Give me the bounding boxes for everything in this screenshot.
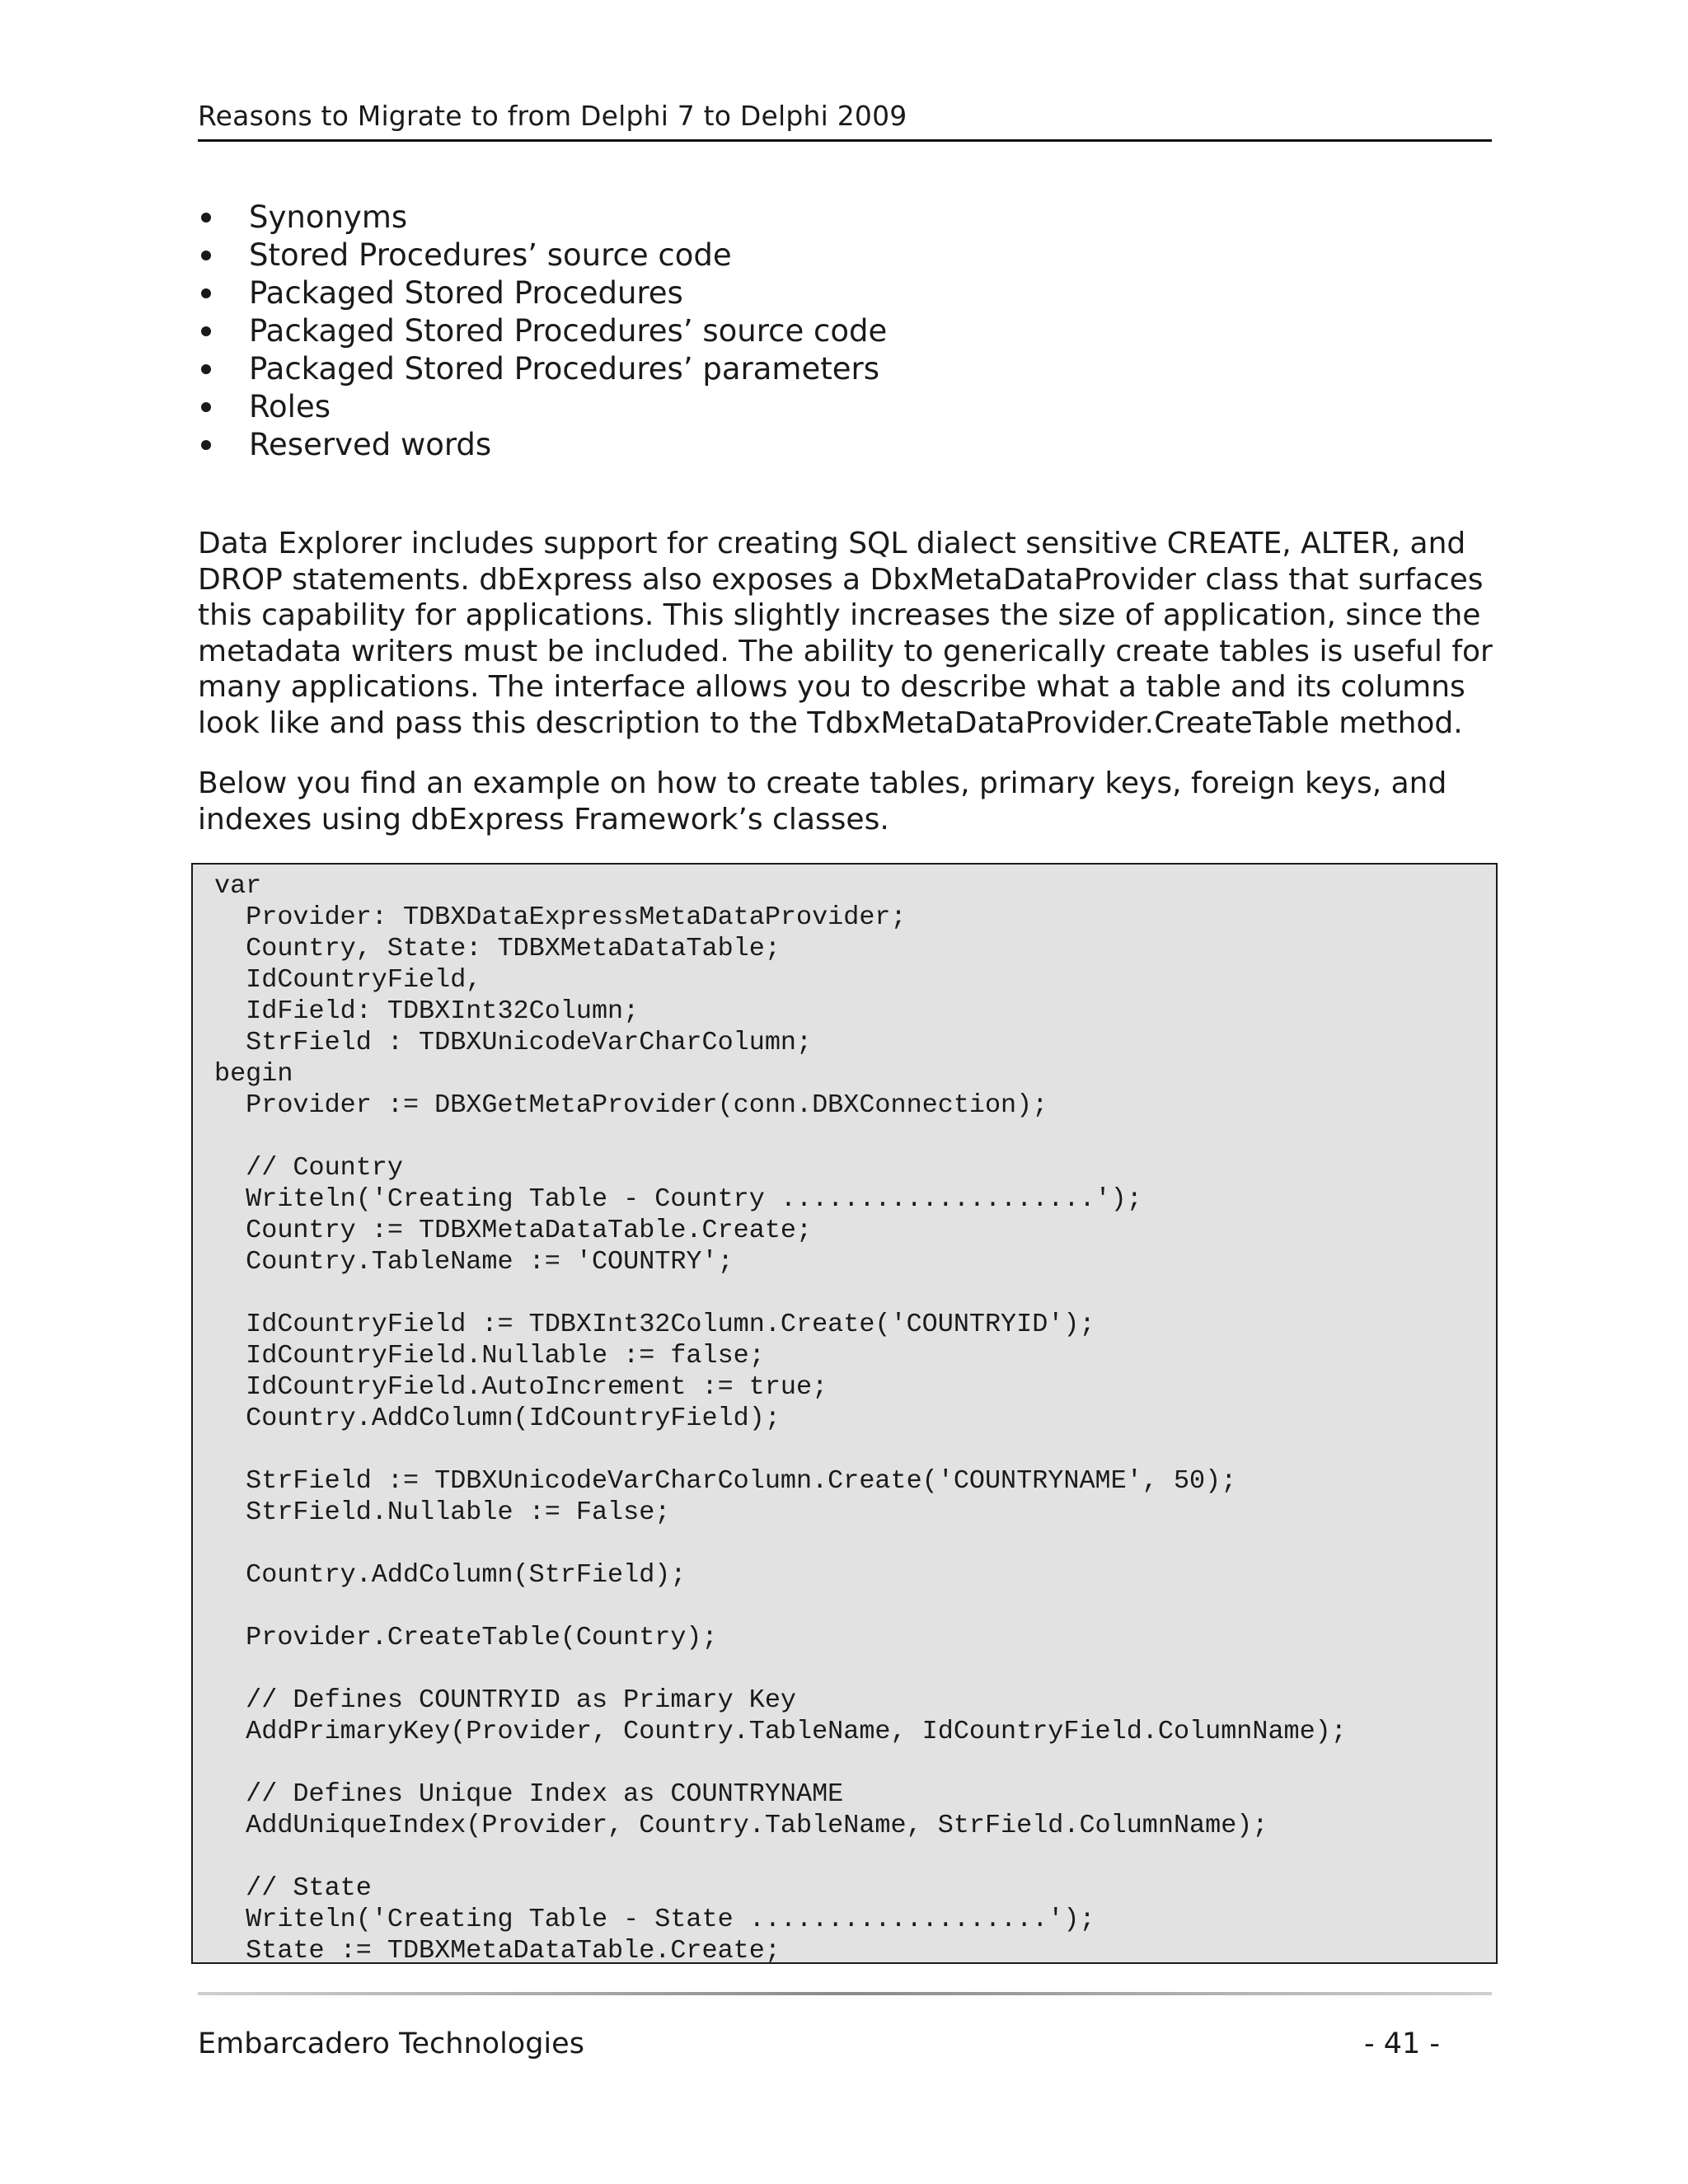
bullet-item	[198, 199, 887, 237]
bullet-text: Packaged Stored Procedures	[249, 275, 683, 311]
code-line	[214, 1653, 1496, 1685]
code-line: begin	[214, 1059, 293, 1089]
bullet-item	[198, 237, 887, 274]
bullet-icon	[201, 440, 211, 450]
code-line: State := TDBXMetaDataTable.Create;	[214, 1936, 781, 1964]
bullet-text: Packaged Stored Procedures’ parameters	[249, 351, 879, 387]
footer-divider	[198, 1992, 1492, 1995]
code-line: Provider: TDBXDataExpressMetaDataProvider;	[214, 902, 907, 932]
body-paragraph-data-explorer: Data Explorer includes support for creating SQL dialect sensitive CREATE, ALTER, and DROP statements. dbExpress also exposes a DbxMetaDataProvider class that surfaces this capability for applications. This slightly increases the size of application, since the metadata writers must be included. The ability to generically create tables is useful for many applications. The interface allows you to describe what a table and its columns look like and pass this description to the TdbxMetaDataProvider.CreateTable method.	[198, 527, 1493, 740]
page-number: - 41 -	[1364, 2027, 1441, 2060]
bullet-icon	[201, 402, 211, 412]
code-line: IdField: TDBXInt32Column;	[214, 996, 640, 1026]
code-line: Writeln('Creating Table - State ...................');	[214, 1905, 1095, 1934]
bullet-item	[198, 274, 887, 312]
body-paragraph-example-intro: Below you find an example on how to create tables, primary keys, foreign keys, and indexes using dbExpress Framework’s classes.	[198, 766, 1447, 837]
code-line: StrField.Nullable := False;	[214, 1497, 671, 1527]
bullet-text: Roles	[249, 389, 331, 424]
code-line: Country, State: TDBXMetaDataTable;	[214, 934, 781, 963]
code-line: IdCountryField := TDBXInt32Column.Create('COUNTRYID');	[214, 1310, 1095, 1339]
code-line: // Defines COUNTRYID as Primary Key	[214, 1685, 797, 1715]
bullet-text: Synonyms	[249, 199, 408, 235]
bullet-icon	[201, 288, 211, 298]
code-line	[214, 1747, 1496, 1779]
page-header	[198, 96, 1492, 142]
code-line	[214, 1841, 1496, 1872]
code-line: // State	[214, 1873, 372, 1903]
code-line	[214, 1277, 1496, 1309]
bullet-icon	[201, 326, 211, 336]
footer-company: Embarcadero Technologies	[198, 2027, 584, 2060]
code-line: IdCountryField,	[214, 965, 482, 995]
feature-bullet-list	[198, 199, 887, 464]
bullet-item	[198, 350, 887, 388]
bullet-item	[198, 388, 887, 426]
code-line: Writeln('Creating Table - Country ....................');	[214, 1184, 1142, 1214]
code-line: // Country	[214, 1153, 403, 1183]
bullet-item	[198, 426, 887, 464]
code-line	[214, 1528, 1496, 1559]
code-line: Provider.CreateTable(Country);	[214, 1623, 718, 1652]
code-line: StrField := TDBXUnicodeVarCharColumn.Create('COUNTRYNAME', 50);	[214, 1466, 1237, 1496]
code-line	[214, 1434, 1496, 1465]
bullet-text: Reserved words	[249, 427, 492, 462]
document-title: Reasons to Migrate to from Delphi 7 to Delphi 2009	[198, 100, 907, 132]
bullet-icon	[201, 364, 211, 374]
code-line: // Defines Unique Index as COUNTRYNAME	[214, 1779, 844, 1809]
code-line: AddPrimaryKey(Provider, Country.TableName, IdCountryField.ColumnName);	[214, 1717, 1347, 1746]
code-line: IdCountryField.AutoIncrement := true;	[214, 1372, 828, 1402]
code-line: Country.AddColumn(StrField);	[214, 1560, 687, 1590]
code-line: var	[214, 871, 262, 901]
code-listing	[191, 863, 1498, 1964]
bullet-icon	[201, 251, 211, 260]
bullet-text: Stored Procedures’ source code	[249, 237, 732, 273]
code-line	[214, 1591, 1496, 1622]
code-line: StrField : TDBXUnicodeVarCharColumn;	[214, 1028, 813, 1057]
bullet-icon	[201, 213, 211, 223]
code-line: Provider := DBXGetMetaProvider(conn.DBXConnection);	[214, 1090, 1048, 1120]
code-line: Country.TableName := 'COUNTRY';	[214, 1247, 734, 1277]
code-line: AddUniqueIndex(Provider, Country.TableName, StrField.ColumnName);	[214, 1811, 1268, 1840]
code-line: Country := TDBXMetaDataTable.Create;	[214, 1216, 813, 1245]
bullet-item	[198, 312, 887, 350]
code-line: IdCountryField.Nullable := false;	[214, 1341, 765, 1371]
code-line	[214, 1121, 1496, 1152]
bullet-text: Packaged Stored Procedures’ source code	[249, 313, 888, 349]
code-line: Country.AddColumn(IdCountryField);	[214, 1404, 781, 1433]
